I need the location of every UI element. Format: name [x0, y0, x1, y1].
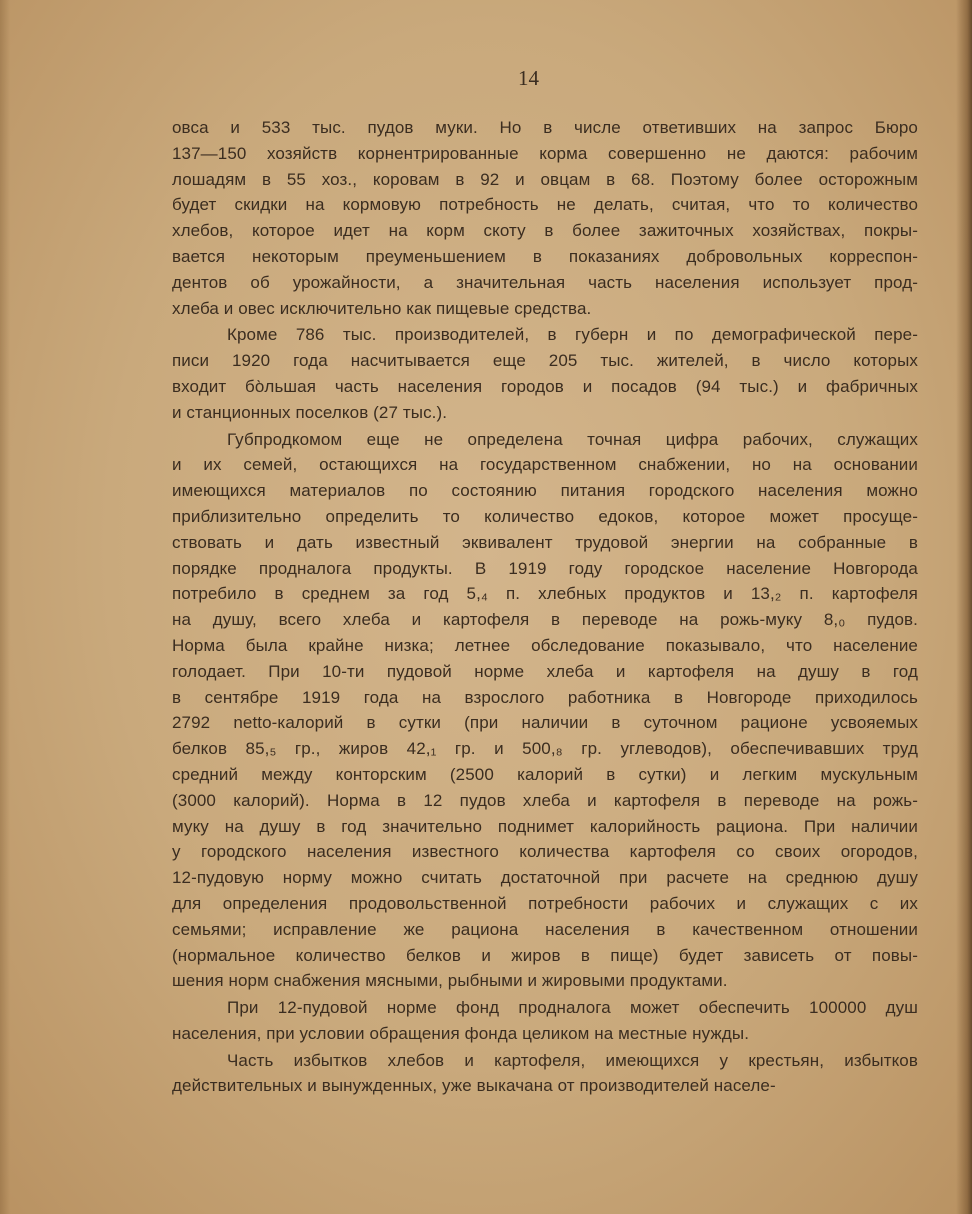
text-line: (3000 калорий). Норма в 12 пудов хлеба и картофеля в переводе на рожь- — [172, 790, 918, 810]
text-line: овса и 533 тыс. пудов муки. Но в числе ответивших на запрос Бюро — [172, 118, 918, 137]
text-line: хлеба и овес исключительно как пищевые средства. — [172, 298, 592, 318]
text-line: 137—150 хозяйств корнентрированные корма совершенно не даются: рабочим — [172, 143, 918, 163]
text-line: у городского населения известного количества картофеля со своих огородов, — [172, 842, 918, 862]
text-line: потребило в среднем за год 5,₄ п. хлебных продуктов и 13,₂ п. картофеля — [172, 584, 918, 604]
text-line: вается некоторым преуменьшением в показаниях добровольных корреспон- — [172, 246, 918, 266]
text-line: для определения продовольственной потребности рабочих и служащих с их — [172, 893, 918, 913]
text-line: и их семей, остающихся на государственном снабжении, но на основании — [172, 455, 918, 475]
text-line: хлебов, которое идет на корм скоту в более зажиточных хозяйствах, покры- — [172, 221, 918, 241]
paragraph — [172, 995, 918, 1047]
text-line: (нормальное количество белков и жиров в пище) будет зависеть от повы- — [172, 945, 918, 965]
text-line: будет скидки на кормовую потребность не делать, считая, что то количество — [172, 195, 918, 215]
text-line: голодает. При 10-ти пудовой норме хлеба и картофеля на душу в год — [172, 661, 918, 681]
text-line: Кроме 786 тыс. производителей, в губерн и по демографической пере- — [227, 325, 918, 345]
page-edge-shadow-right — [956, 0, 972, 1214]
text-line: средний между конторским (2500 калорий в сутки) и легким мускульным — [172, 764, 918, 784]
paragraph — [172, 427, 918, 995]
paragraph — [172, 322, 918, 425]
body-text — [172, 115, 918, 1100]
text-line: муку на душу в год значительно поднимет калорийность рациона. При наличии — [172, 816, 918, 836]
text-line: Норма была крайне низка; летнее обследование показывало, что население — [172, 635, 918, 655]
text-line: и станционных поселков (27 тыс.). — [172, 402, 448, 422]
paragraph — [172, 115, 918, 321]
text-line: белков 85,₅ гр., жиров 42,₁ гр. и 500,₈ гр. углеводов), обеспечивавших труд — [172, 739, 918, 759]
text-line: порядке продналога продукты. В 1919 году городское население Новгорода — [172, 558, 918, 578]
text-line: лошадям в 55 хоз., коровам в 92 и овцам в 68. Поэтому более осторожным — [172, 169, 918, 189]
text-line: Губпродкомом еще не определена точная цифра рабочих, служащих — [227, 429, 918, 449]
text-line: шения норм снабжения мясными, рыбными и жировыми продуктами. — [172, 971, 728, 991]
page-edge-shadow-left — [0, 0, 10, 1214]
text-line: действительных и вынужденных, уже выкачана от производителей населе- — [172, 1076, 776, 1096]
text-line: семьями; исправление же рациона населения в качественном отношении — [172, 919, 918, 939]
text-line: 2792 netto-калорий в сутки (при наличии в суточном рационе усвояемых — [172, 713, 918, 733]
paragraph — [172, 1048, 918, 1100]
text-line: ствовать и дать известный эквивалент трудовой энергии на собранные в — [172, 532, 918, 552]
text-line: При 12-пудовой норме фонд продналога может обеспечить 100000 душ — [227, 998, 918, 1018]
text-line: Часть избытков хлебов и картофеля, имеющихся у крестьян, избытков — [227, 1050, 918, 1070]
page-number: 14 — [518, 66, 539, 90]
text-line: писи 1920 года насчитывается еще 205 тыс. жителей, в число которых — [172, 351, 918, 371]
text-line: на душу, всего хлеба и картофеля в переводе на рожь-муку 8,₀ пудов. — [172, 610, 918, 630]
text-line: населения, при условии обращения фонда целиком на местные нужды. — [172, 1023, 750, 1043]
text-line: 12-пудовую норму можно считать достаточной при расчете на среднюю душу — [172, 868, 918, 888]
text-line: в сентябре 1919 года на взрослого работника в Новгороде приходилось — [172, 687, 918, 707]
text-line: имеющихся материалов по состоянию питания городского населения можно — [172, 481, 918, 501]
text-line: приблизительно определить то количество едоков, которое может просуще- — [172, 506, 918, 526]
text-line: входит бо̀льшая часть населения городов и посадов (94 тыс.) и фабричных — [172, 376, 918, 396]
text-line: дентов об урожайности, а значительная часть населения использует прод- — [172, 272, 918, 292]
